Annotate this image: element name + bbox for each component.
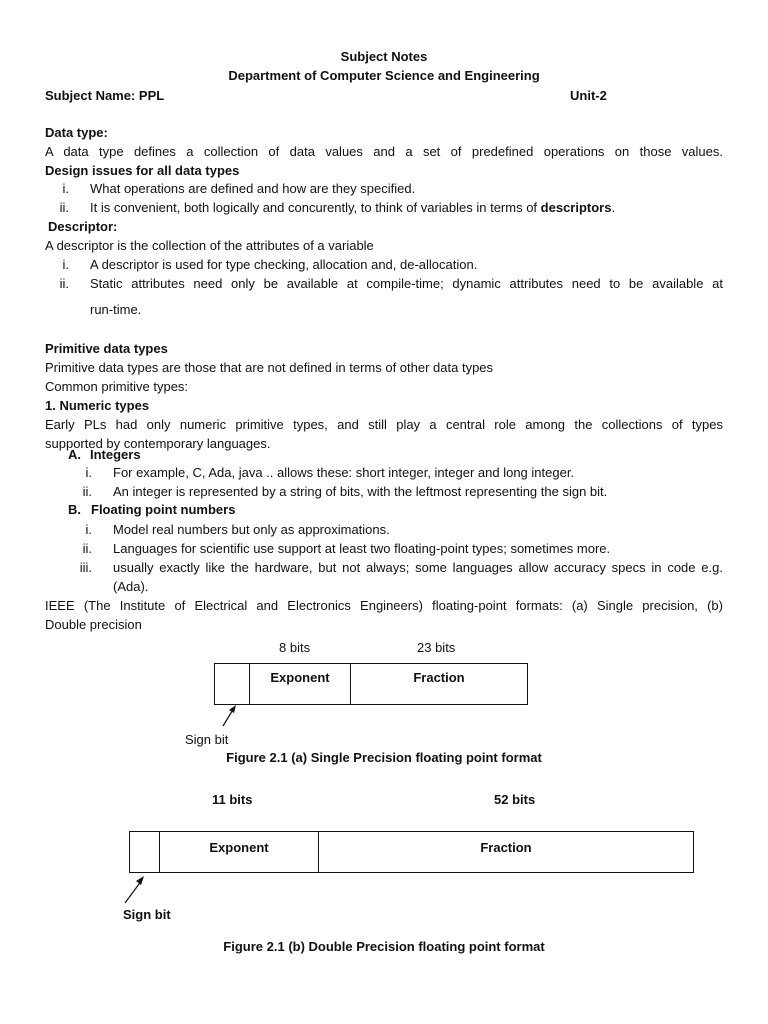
list-item: Model real numbers but only as approximations.	[113, 522, 390, 537]
design-issues-heading: Design issues for all data types	[45, 163, 240, 178]
descriptor-heading: Descriptor:	[48, 219, 118, 234]
fraction-bits-label: 23 bits	[417, 640, 456, 655]
ieee-paragraph: IEEE (The Institute of Electrical and Electronics Engineers) floating-point formats: (a) Single precision, (b)	[45, 598, 723, 613]
exponent-bits-label: 11 bits	[212, 792, 253, 807]
exponent-label: Exponent	[270, 670, 330, 685]
data-type-definition: A data type defines a collection of data values and a set of predefined operations on those values.	[45, 144, 723, 159]
list-item: An integer is represented by a string of bits, with the leftmost representing the sign bit.	[113, 484, 608, 499]
doc-title: Subject Notes	[340, 49, 428, 64]
list-item-text: It is convenient, both logically and concurently, to think of variables in terms of	[90, 200, 541, 215]
figure-a-caption: Figure 2.1 (a) Single Precision floating point format	[226, 750, 542, 765]
exponent-label: Exponent	[209, 840, 269, 855]
exponent-bits-label: 8 bits	[279, 640, 311, 655]
fraction-bits-label: 52 bits	[494, 792, 536, 807]
common-types: Common primitive types:	[45, 379, 189, 394]
ieee-paragraph-cont: Double precision	[45, 617, 142, 632]
floating-heading: Floating point numbers	[91, 502, 236, 517]
list-number: ii.	[59, 276, 69, 291]
sign-bit-label: Sign bit	[123, 907, 171, 922]
list-item: For example, C, Ada, java .. allows these: short integer, integer and long integer.	[113, 465, 575, 480]
numeric-paragraph-cont: supported by contemporary languages.	[45, 436, 271, 451]
list-item: Languages for scientific use support at least two floating-point types; sometimes more.	[113, 541, 611, 556]
exponent-field	[159, 832, 318, 872]
subject-name: Subject Name: PPL	[45, 88, 165, 103]
list-item	[90, 200, 615, 215]
list-item-bold: descriptors	[540, 200, 612, 215]
list-item-continuation: (Ada).	[113, 579, 149, 594]
exponent-field	[249, 664, 350, 704]
department: Department of Computer Science and Engineering	[228, 68, 540, 83]
floating-letter: B.	[68, 502, 81, 517]
list-item: A descriptor is used for type checking, allocation and, de-allocation.	[90, 257, 478, 272]
numeric-paragraph: Early PLs had only numeric primitive types, and still play a central role among the collections of types	[45, 417, 723, 432]
list-number: ii.	[82, 541, 92, 556]
descriptor-definition: A descriptor is the collection of the attributes of a variable	[45, 238, 374, 253]
integers-letter: A.	[68, 447, 81, 462]
primitive-definition: Primitive data types are those that are not defined in terms of other data types	[45, 360, 494, 375]
fraction-label: Fraction	[480, 840, 532, 855]
list-item: Static attributes need only be available at compile-time; dynamic attributes need to be available at	[90, 276, 723, 291]
list-item: What operations are defined and how are they specified.	[90, 181, 416, 196]
list-number: ii.	[82, 484, 92, 499]
numeric-heading: 1. Numeric types	[45, 398, 150, 413]
list-item: usually exactly like the hardware, but not always; some languages allow accuracy specs in code e.g.	[113, 560, 723, 575]
data-type-heading: Data type:	[45, 125, 108, 140]
list-number: ii.	[59, 200, 69, 215]
sign-bit-arrow-icon	[220, 703, 240, 729]
fraction-field	[350, 664, 527, 704]
primitive-heading: Primitive data types	[45, 341, 168, 356]
unit-label: Unit-2	[570, 88, 607, 103]
list-number: i.	[85, 522, 92, 537]
list-item-continuation: run-time.	[90, 302, 142, 317]
single-precision-diagram	[214, 663, 528, 705]
figure-b-caption: Figure 2.1 (b) Double Precision floating point format	[223, 939, 545, 954]
sign-bit-arrow-icon	[122, 874, 148, 906]
double-precision-diagram	[129, 831, 694, 873]
fraction-field	[318, 832, 693, 872]
list-number: i.	[85, 465, 92, 480]
list-number: i.	[62, 257, 69, 272]
list-number: iii.	[79, 560, 92, 575]
integers-heading: Integers	[90, 447, 141, 462]
fraction-label: Fraction	[413, 670, 465, 685]
list-item-end: .	[611, 200, 616, 215]
sign-bit-label: Sign bit	[185, 732, 229, 747]
list-number: i.	[62, 181, 69, 196]
